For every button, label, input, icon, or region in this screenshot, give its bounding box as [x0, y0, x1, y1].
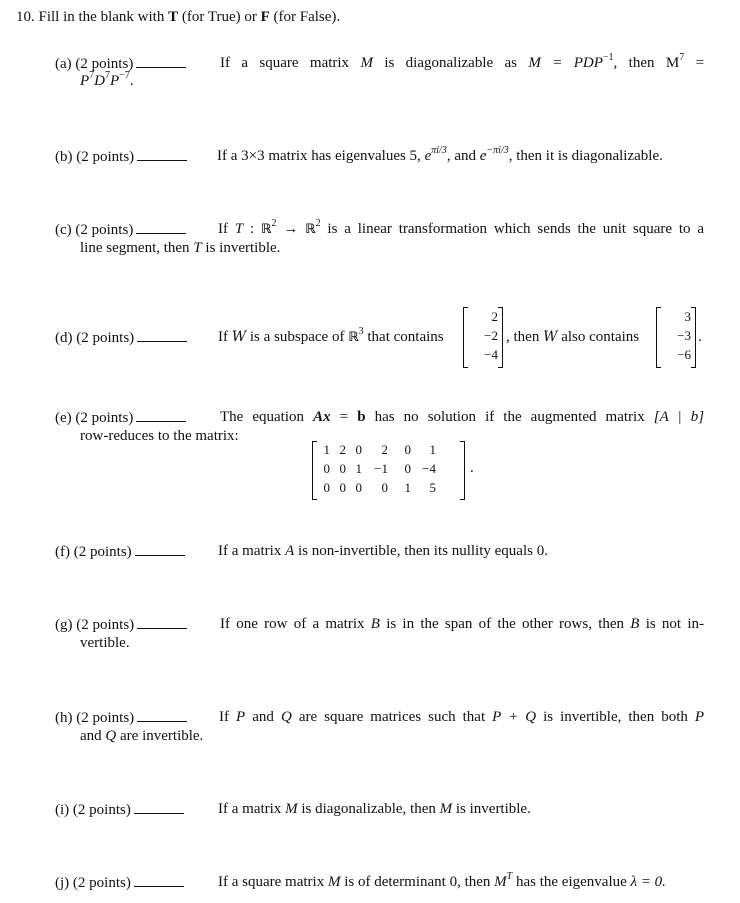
- part-f-statement: If a matrix A is non-invertible, then its nullity equals 0.: [218, 543, 548, 559]
- part-h-statement: If P and Q are square matrices such that P + Q is invertible, then both P: [219, 709, 705, 725]
- matrix-cell: −1: [374, 461, 388, 476]
- part-d-statement-2: , then W also contains: [506, 329, 640, 345]
- vector-1-entry: −2: [484, 328, 498, 343]
- matrix-cell: 0: [355, 442, 362, 457]
- matrix-cell: 2: [339, 442, 346, 457]
- problem-header: [16, 9, 340, 26]
- answer-blank-d[interactable]: [137, 329, 187, 342]
- part-b-statement: If a 3×3 matrix has eigenvalues 5, $e^{\pi i/3}$, and $e^{-\pi i/3}$, then it is diagonalizable.: [217, 145, 663, 164]
- part-i-label: (i) (2 points): [55, 801, 184, 819]
- answer-blank-i[interactable]: [134, 801, 184, 814]
- matrix-cell: 0: [323, 480, 330, 495]
- part-a-statement: If a square matrix M is diagonalizable as $M = PDP^{-1}$, then $M^7$ =: [220, 52, 705, 71]
- part-c-label: (c) (2 points): [55, 221, 186, 239]
- answer-blank-e[interactable]: [136, 409, 186, 422]
- answer-blank-f[interactable]: [135, 543, 185, 556]
- answer-blank-c[interactable]: [136, 221, 186, 234]
- matrix-cell: 1: [323, 442, 330, 457]
- part-g-statement: If one row of a matrix B is in the span of the other rows, then B is not in-: [220, 616, 705, 632]
- false-note: (for False).: [273, 9, 341, 25]
- answer-blank-a[interactable]: [136, 55, 186, 68]
- matrix-cell: 1: [429, 442, 436, 457]
- matrix-cell: 0: [339, 461, 346, 476]
- answer-blank-j[interactable]: [134, 874, 184, 887]
- part-h-statement-cont: and Q are invertible.: [80, 728, 204, 744]
- vector-1-entry: 2: [491, 309, 498, 324]
- part-i-statement: If a matrix M is diagonalizable, then M is invertible.: [218, 801, 531, 817]
- matrix-cell: 1: [404, 480, 411, 495]
- vector-1: [463, 307, 503, 368]
- matrix-cell: 0: [404, 442, 411, 457]
- matrix-cell: 0: [404, 461, 411, 476]
- part-d-statement-1: If W is a subspace of ℝ$^3$ that contains: [218, 326, 444, 345]
- false-letter: F: [260, 9, 270, 25]
- part-e-statement: The equation Ax = b has no solution if the augmented matrix [A | b]: [220, 409, 705, 425]
- part-f-label: (f) (2 points): [55, 543, 185, 561]
- matrix-cell: 0: [339, 480, 346, 495]
- part-a-statement-cont: $P^7D^7P^{-7}$.: [80, 70, 134, 89]
- augmented-matrix: [312, 441, 465, 500]
- vector-1-entry: −4: [484, 347, 498, 362]
- part-g-label: (g) (2 points): [55, 616, 187, 634]
- matrix-cell: 1: [355, 461, 362, 476]
- part-e-label: (e) (2 points): [55, 409, 186, 427]
- problem-intro: Fill in the blank with: [38, 9, 165, 25]
- part-d-period: .: [698, 329, 702, 345]
- matrix-cell: 0: [323, 461, 330, 476]
- part-j-statement: If a square matrix M is of determinant 0, then $M^T$ has the eigenvalue λ = 0.: [218, 871, 666, 890]
- part-j-label: (j) (2 points): [55, 874, 184, 892]
- true-note: (for True) or: [181, 9, 257, 25]
- part-e-statement-cont: row-reduces to the matrix:: [80, 428, 239, 444]
- vector-2: [656, 307, 696, 368]
- problem-number: 10.: [16, 9, 35, 25]
- answer-blank-b[interactable]: [137, 148, 187, 161]
- part-e-period: .: [470, 460, 474, 476]
- matrix-cell: 2: [381, 442, 388, 457]
- part-c-statement-cont: line segment, then T is invertible.: [80, 240, 281, 256]
- matrix-cell: −4: [422, 461, 436, 476]
- answer-blank-g[interactable]: [137, 616, 187, 629]
- part-d-label: (d) (2 points): [55, 329, 187, 347]
- answer-blank-h[interactable]: [137, 709, 187, 722]
- matrix-cell: 0: [381, 480, 388, 495]
- part-b-label: (b) (2 points): [55, 148, 187, 166]
- part-h-label: (h) (2 points): [55, 709, 187, 727]
- part-g-statement-cont: vertible.: [80, 635, 130, 651]
- true-letter: T: [168, 9, 179, 25]
- vector-2-entry: −3: [677, 328, 691, 343]
- part-c-statement: If T : ℝ$^2$ → ℝ$^2$ is a linear transformation which sends the unit square to a: [218, 218, 705, 237]
- vector-2-entry: −6: [677, 347, 691, 362]
- vector-2-entry: 3: [684, 309, 691, 324]
- matrix-cell: 0: [355, 480, 362, 495]
- matrix-cell: 5: [429, 480, 436, 495]
- part-a-label: (a) (2 points): [55, 55, 186, 73]
